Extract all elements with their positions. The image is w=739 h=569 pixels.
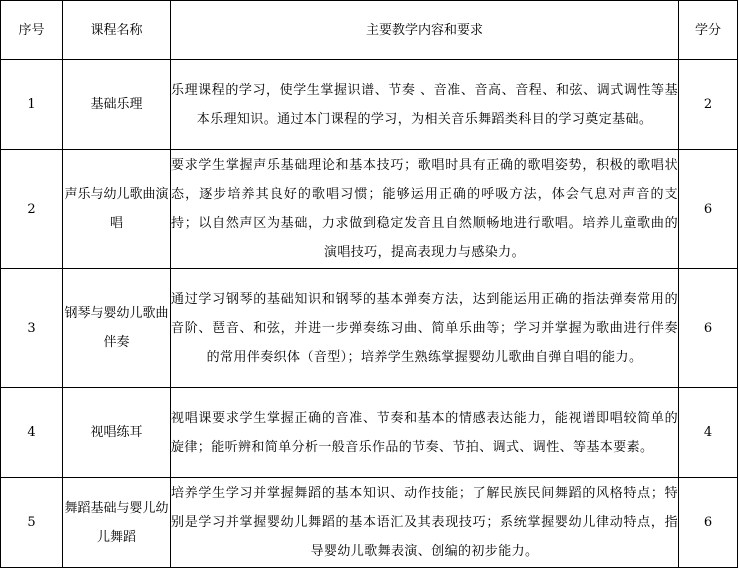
- row-content: 培养学生学习并掌握舞蹈的基本知识、动作技能；了解民族民间舞蹈的风格特点；特别是学习并掌握婴幼儿舞蹈的基本语汇及其表现技巧；系统掌握婴幼儿律动特点，指导婴幼儿歌舞表演、创编的初步能力。: [171, 478, 679, 568]
- row-credits: 6: [679, 478, 738, 568]
- table-row: [1, 60, 738, 150]
- row-content: 通过学习钢琴的基础知识和钢琴的基本弹奏方法，达到能运用正确的指法弹奏常用的音阶、琶音、和弦，并进一步弹奏练习曲、简单乐曲等；学习并掌握为歌曲进行伴奏的常用伴奏织体（音型）；培养学生熟练掌握婴幼儿歌曲自弹自唱的能力。: [171, 269, 679, 388]
- row-course-name: 基础乐理: [63, 60, 171, 150]
- row-content: 乐理课程的学习，使学生掌握识谱、节奏 、音准、音高、音程、和弦、调式调性等基本乐理知识。通过本门课程的学习，为相关音乐舞蹈类科目的学习奠定基础。: [171, 60, 679, 150]
- header-credits: 学分: [679, 1, 738, 60]
- header-course-name: 课程名称: [63, 1, 171, 60]
- row-credits: 6: [679, 269, 738, 388]
- table-row: [1, 478, 738, 568]
- table-row: [1, 269, 738, 388]
- table-row: [1, 388, 738, 478]
- row-course-name: 舞蹈基础与婴儿幼儿舞蹈: [63, 478, 171, 568]
- row-course-name: 声乐与幼儿歌曲演唱: [63, 150, 171, 269]
- table-header-row: [1, 1, 738, 60]
- row-course-name: 视唱练耳: [63, 388, 171, 478]
- row-index: 4: [1, 388, 63, 478]
- header-content: 主要教学内容和要求: [171, 1, 679, 60]
- row-index: 1: [1, 60, 63, 150]
- row-credits: 4: [679, 388, 738, 478]
- table-row: [1, 150, 738, 269]
- row-content: 视唱课要求学生掌握正确的音准、节奏和基本的情感表达能力，能视谱即唱较简单的旋律；能听辨和简单分析一般音乐作品的节奏、节拍、调式、调性、等基本要素。: [171, 388, 679, 478]
- row-index: 2: [1, 150, 63, 269]
- row-credits: 2: [679, 60, 738, 150]
- row-credits: 6: [679, 150, 738, 269]
- row-index: 3: [1, 269, 63, 388]
- row-content: 要求学生掌握声乐基础理论和基本技巧；歌唱时具有正确的歌唱姿势，积极的歌唱状态，逐步培养其良好的歌唱习惯；能够运用正确的呼吸方法，体会气息对声音的支持；以自然声区为基础，力求做到稳定发音且自然顺畅地进行歌唱。培养儿童歌曲的演唱技巧，提高表现力与感染力。: [171, 150, 679, 269]
- row-index: 5: [1, 478, 63, 568]
- row-course-name: 钢琴与婴幼儿歌曲伴奏: [63, 269, 171, 388]
- header-index: 序号: [1, 1, 63, 60]
